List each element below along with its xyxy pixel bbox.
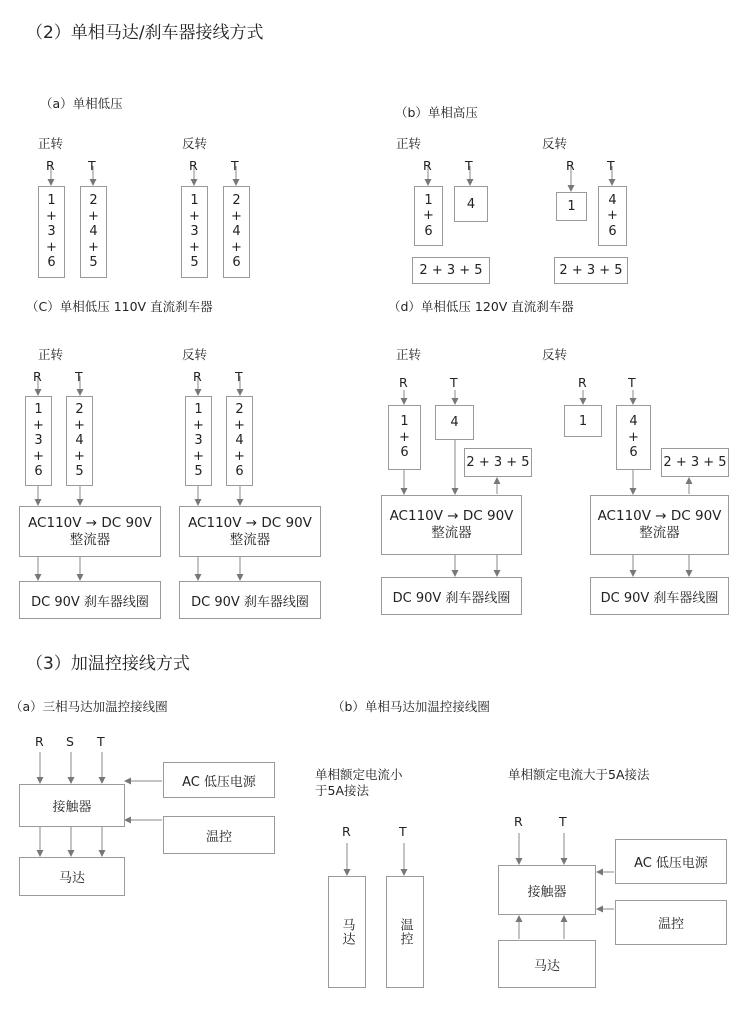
3b-small-thermostat: 温控: [386, 876, 424, 988]
3b-small-r-label: R: [342, 824, 351, 839]
d-rev-side-terminals: 2 + 3 + 5: [661, 448, 729, 477]
d-fwd-brake-coil: DC 90V 刹车器线圈: [381, 577, 522, 615]
b-fwd-t-terminal: 4: [454, 186, 488, 222]
d-rev-rectifier: AC110V → DC 90V 整流器: [590, 495, 729, 555]
3a-s-label: S: [66, 734, 74, 749]
b-rev-t-terminals: 4 + 6: [598, 186, 627, 246]
d-rev-t-label: T: [628, 375, 636, 390]
3b-small-current-note: 单相额定电流小于5A接法: [315, 767, 403, 798]
3b-small-t-label: T: [399, 824, 407, 839]
b-rev-r-label: R: [566, 158, 575, 173]
c-rev-t-terminals: 2 + 4 + 6: [226, 396, 253, 486]
3a-r-label: R: [35, 734, 44, 749]
3a-ac-power: AC 低压电源: [163, 762, 275, 798]
b-rev-t-label: T: [607, 158, 615, 173]
a-rev-t-label: T: [231, 158, 239, 173]
b-reverse-label: 反转: [542, 136, 568, 151]
3b-large-t-label: T: [559, 814, 567, 829]
b-fwd-r-label: R: [423, 158, 432, 173]
d-fwd-t-terminal: 4: [435, 405, 474, 440]
3b-large-r-label: R: [514, 814, 523, 829]
subsection-c-title: （C）单相低压 110V 直流刹车器: [26, 299, 213, 314]
subsection-3b-title: （b）单相马达加温控接线圈: [332, 699, 490, 714]
3b-large-current-note: 单相额定电流大于5A接法: [508, 767, 650, 782]
d-fwd-t-label: T: [450, 375, 458, 390]
d-fwd-side-terminals: 2 + 3 + 5: [464, 448, 532, 477]
a-reverse-label: 反转: [182, 136, 208, 151]
a-rev-t-terminals: 2 + 4 + 6: [223, 186, 250, 278]
c-fwd-brake-coil: DC 90V 刹车器线圈: [19, 581, 161, 619]
c-reverse-label: 反转: [182, 347, 208, 362]
c-rev-t-label: T: [235, 369, 243, 384]
c-rev-r-label: R: [193, 369, 202, 384]
3a-motor: 马达: [19, 857, 125, 896]
d-fwd-rectifier: AC110V → DC 90V 整流器: [381, 495, 522, 555]
c-fwd-r-terminals: 1 + 3 + 6: [25, 396, 52, 486]
b-fwd-t-label: T: [465, 158, 473, 173]
subsection-b-title: （b）单相高压: [395, 105, 478, 120]
section2-title: （2）单相马达/刹车器接线方式: [26, 23, 264, 43]
3b-small-motor: 马达: [328, 876, 366, 988]
subsection-a-title: （a）单相低压: [40, 96, 123, 111]
d-reverse-label: 反转: [542, 347, 568, 362]
3b-large-thermostat: 温控: [615, 900, 727, 945]
b-rev-bottom-terminals: 2 + 3 + 5: [554, 257, 628, 284]
d-rev-t-terminals: 4 + 6: [616, 405, 651, 470]
section3-title: （3）加温控接线方式: [26, 654, 190, 674]
d-rev-r-label: R: [578, 375, 587, 390]
3b-large-motor: 马达: [498, 940, 596, 988]
d-rev-r-terminal: 1: [564, 405, 602, 437]
b-rev-r-terminal: 1: [556, 192, 587, 221]
3b-large-ac-power: AC 低压电源: [615, 839, 727, 884]
b-forward-label: 正转: [396, 136, 422, 151]
d-fwd-r-label: R: [399, 375, 408, 390]
3a-t-label: T: [97, 734, 105, 749]
b-fwd-bottom-terminals: 2 + 3 + 5: [412, 257, 490, 284]
d-rev-brake-coil: DC 90V 刹车器线圈: [590, 577, 729, 615]
a-rev-r-terminals: 1 + 3 + 5: [181, 186, 208, 278]
d-forward-label: 正转: [396, 347, 422, 362]
subsection-3a-title: （a）三相马达加温控接线圈: [10, 699, 168, 714]
c-rev-brake-coil: DC 90V 刹车器线圈: [179, 581, 321, 619]
3a-thermostat: 温控: [163, 816, 275, 854]
a-fwd-r-label: R: [46, 158, 55, 173]
b-fwd-r-terminals: 1 + 6: [414, 186, 443, 246]
c-rev-r-terminals: 1 + 3 + 5: [185, 396, 212, 486]
a-fwd-t-terminals: 2 + 4 + 5: [80, 186, 107, 278]
d-fwd-r-terminals: 1 + 6: [388, 405, 421, 470]
3a-contactor: 接触器: [19, 784, 125, 827]
a-forward-label: 正转: [38, 136, 64, 151]
subsection-d-title: （d）单相低压 120V 直流刹车器: [388, 299, 574, 314]
a-rev-r-label: R: [189, 158, 198, 173]
a-fwd-t-label: T: [88, 158, 96, 173]
c-fwd-t-terminals: 2 + 4 + 5: [66, 396, 93, 486]
c-forward-label: 正转: [38, 347, 64, 362]
c-rev-rectifier: AC110V → DC 90V 整流器: [179, 506, 321, 557]
c-fwd-rectifier: AC110V → DC 90V 整流器: [19, 506, 161, 557]
3b-large-contactor: 接触器: [498, 865, 596, 915]
c-fwd-t-label: T: [75, 369, 83, 384]
c-fwd-r-label: R: [33, 369, 42, 384]
a-fwd-r-terminals: 1 + 3 + 6: [38, 186, 65, 278]
